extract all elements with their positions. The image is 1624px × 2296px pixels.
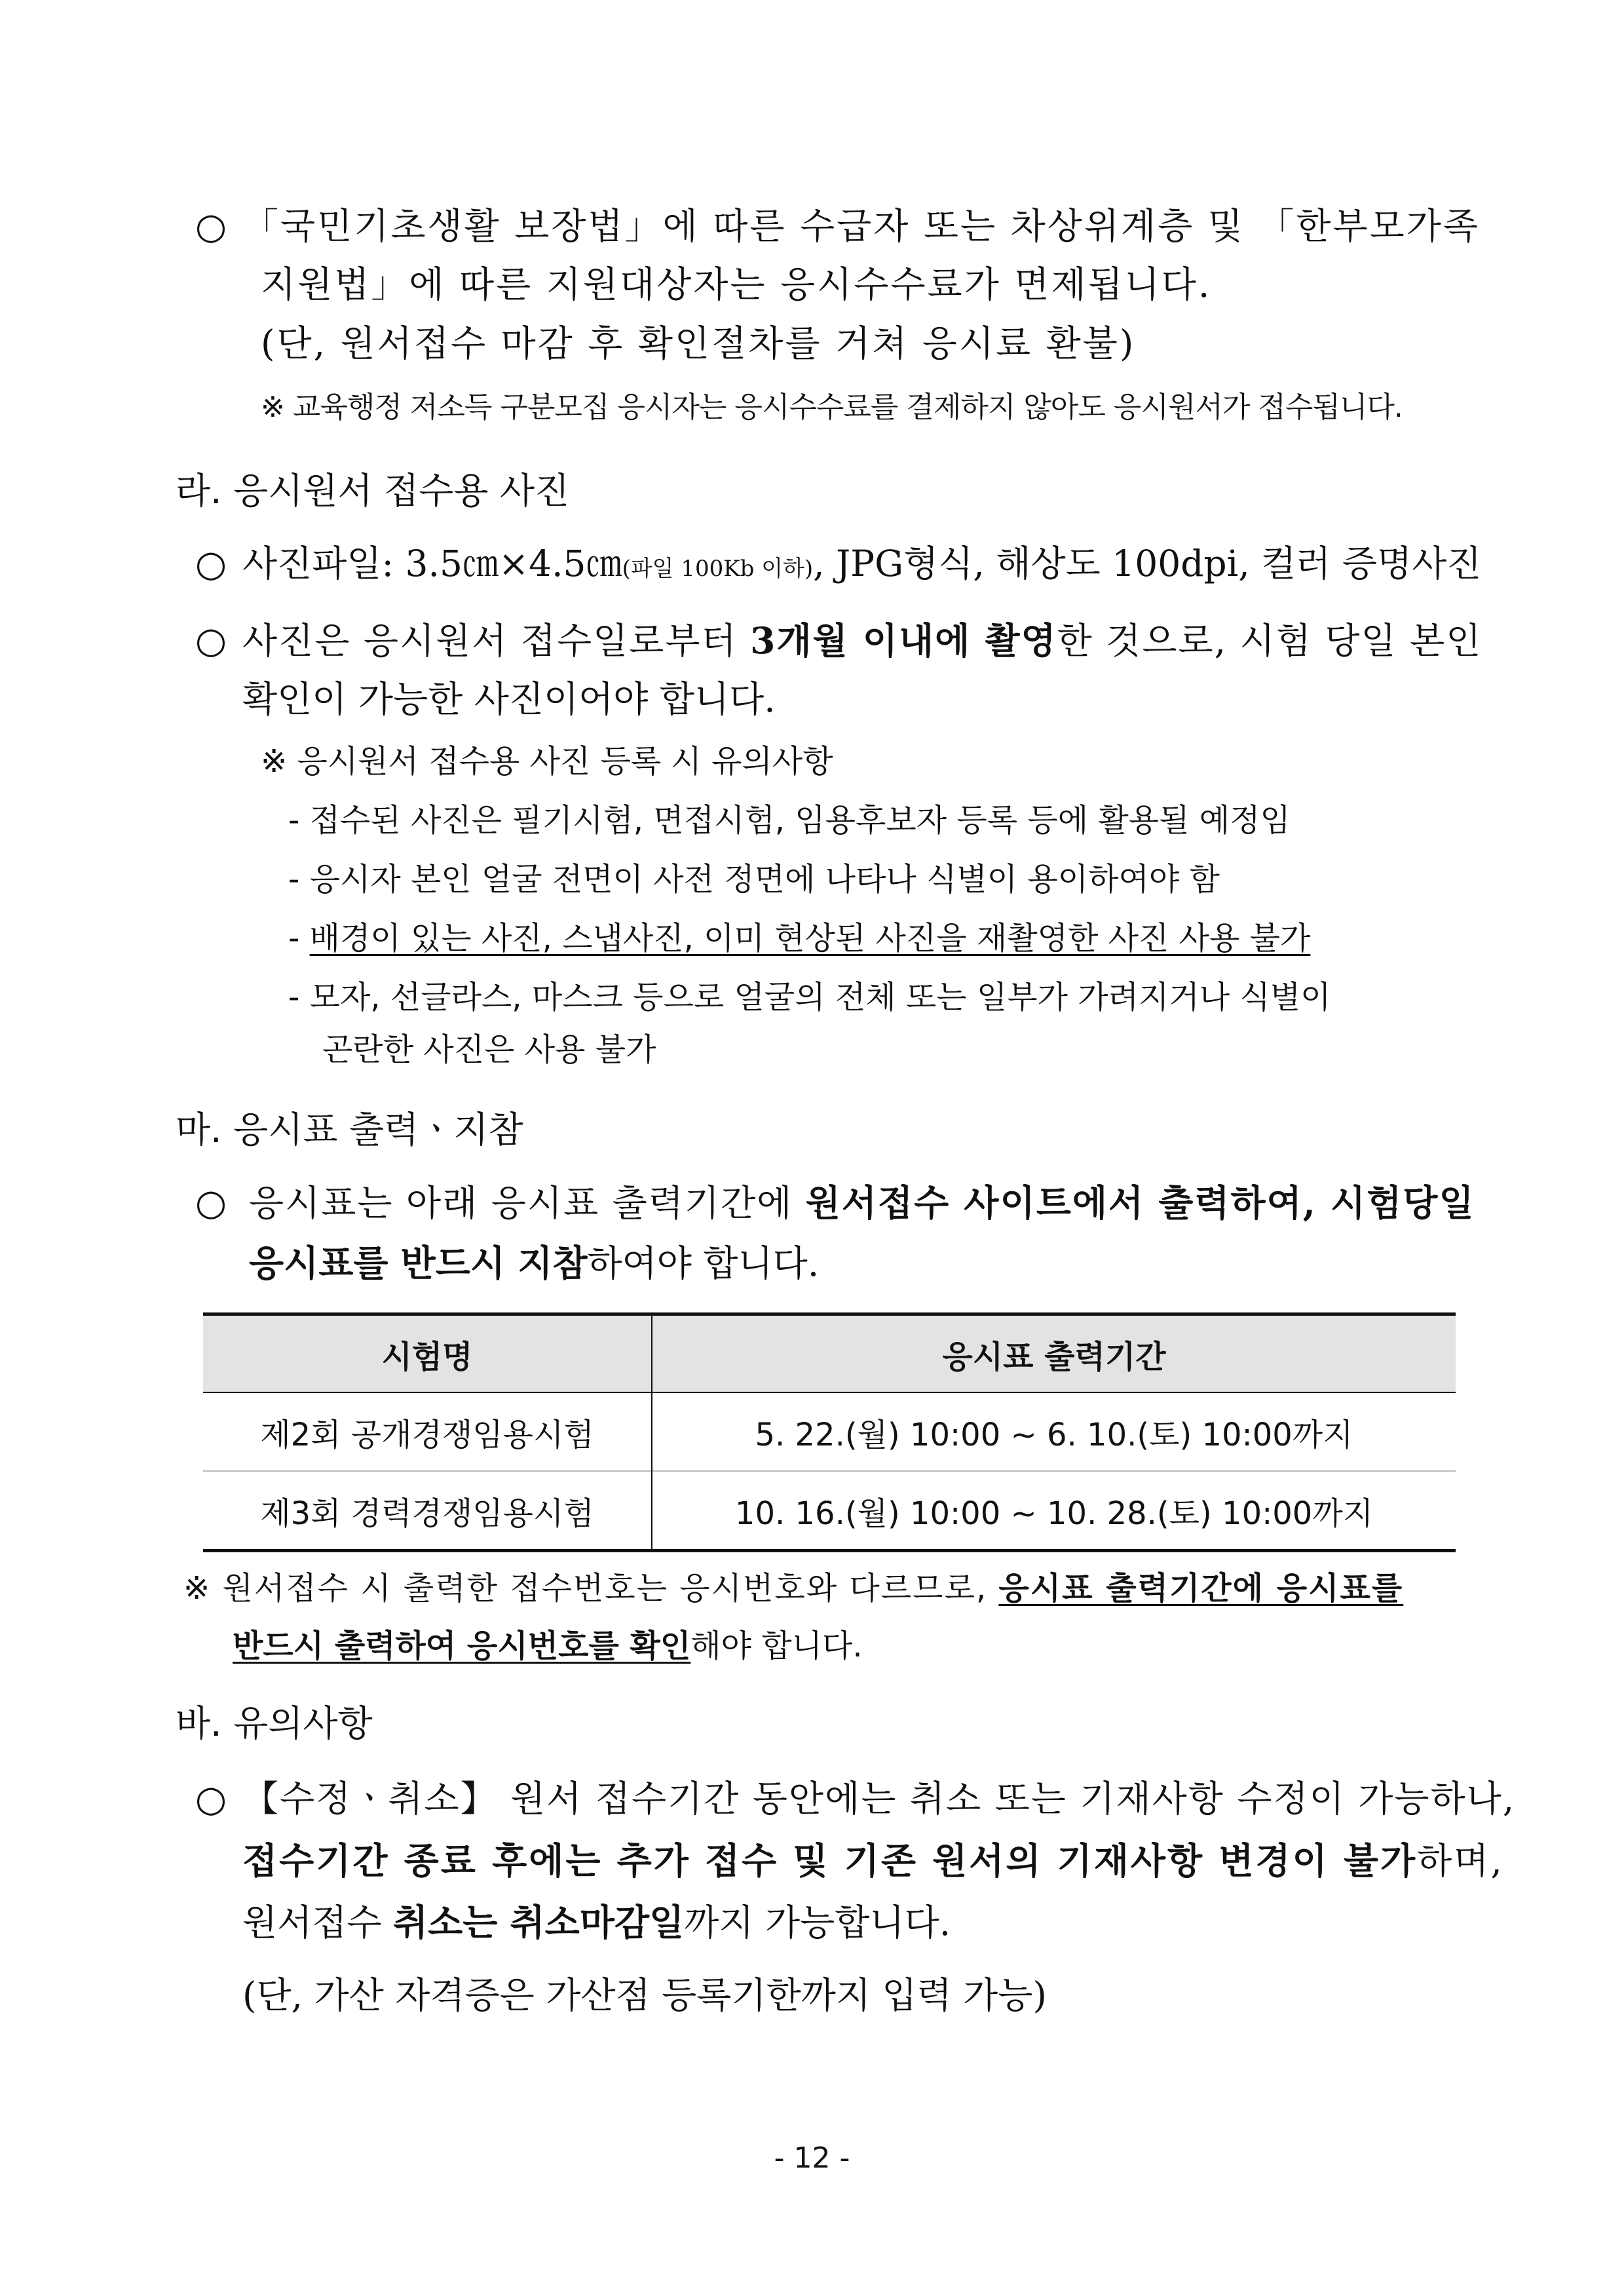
bullet: ○ (195, 619, 227, 661)
ticket-line-1: 응시표는 아래 응시표 출력기간에 원서접수 사이트에서 출력하여, 시험당일 (249, 1181, 1475, 1224)
exam-name-cell: 제3회 경력경쟁임용시험 (203, 1471, 652, 1551)
header-print-period: 응시표 출력기간 (652, 1314, 1456, 1393)
section-title-photo: 라. 응시원서 접수용 사진 (176, 470, 570, 512)
photo-note-usage: - 접수된 사진은 필기시험, 면접시험, 임용후보자 등록 등에 활용될 예정임 (288, 802, 1291, 839)
photo-file-spec: 사진파일: 3.5㎝×4.5㎝(파일 100Kb 이하), JPG형식, 해상도 100dpi, 컬러 증명사진 (242, 543, 1482, 584)
fee-exempt-line-1: 「국민기초생활 보장법」에 따른 수급자 또는 차상위계층 및 「한부모가족 (242, 205, 1481, 247)
fee-exempt-refund: (단, 원서접수 마감 후 확인절차를 거쳐 응시료 환불) (261, 322, 1136, 364)
bullet: ○ (195, 543, 227, 584)
exam-name-cell: 제2회 공개경쟁임용시험 (203, 1392, 652, 1471)
bullet: ○ (195, 1778, 227, 1820)
photo-note-face: - 응시자 본인 얼굴 전면이 사전 정면에 나타나 식별이 용이하여야 함 (288, 861, 1220, 898)
ticket-number-note-line-1: ※ 원서접수 시 출력한 접수번호는 응시번호와 다르므로, 응시표 출력기간에 응시표를 (183, 1570, 1404, 1607)
photo-period-line-2: 확인이 가능한 사진이어야 합니다. (242, 678, 776, 720)
caution-line-2: 접수기간 종료 후에는 추가 접수 및 기존 원서의 기재사항 변경이 불가하며, (242, 1839, 1504, 1882)
table-row (203, 1392, 1456, 1471)
table-header-row (203, 1314, 1456, 1393)
table-row (203, 1471, 1456, 1551)
bullet: ○ (195, 205, 227, 247)
page-number: - 12 - (774, 2141, 850, 2175)
section-title-ticket: 마. 응시표 출력ㆍ지참 (176, 1109, 523, 1151)
ticket-period-table (203, 1312, 1456, 1552)
print-period-cell: 5. 22.(월) 10:00 ~ 6. 10.(토) 10:00까지 (652, 1392, 1456, 1471)
print-period-cell: 10. 16.(월) 10:00 ~ 10. 28.(토) 10:00까지 (652, 1471, 1456, 1551)
caution-line-1: 【수정ㆍ취소】 원서 접수기간 동안에는 취소 또는 기재사항 수정이 가능하나, (242, 1778, 1516, 1820)
low-income-note: ※ 교육행정 저소득 구분모집 응시자는 응시수수료를 결제하지 않아도 응시원서가 접수됩니다. (261, 391, 1403, 424)
section-title-caution: 바. 유의사항 (176, 1702, 373, 1744)
fee-exempt-line-2: 지원법」에 따른 지원대상자는 응시수수료가 면제됩니다. (261, 263, 1212, 305)
ticket-number-note-line-2: 반드시 출력하여 응시번호를 확인해야 합니다. (233, 1628, 863, 1664)
photo-note-cover-line-2: 곤란한 사진은 사용 불가 (322, 1031, 656, 1068)
bullet: ○ (195, 1181, 227, 1223)
photo-note-title: ※ 응시원서 접수용 사진 등록 시 유의사항 (261, 743, 833, 780)
photo-note-cover-line-1: - 모자, 선글라스, 마스크 등으로 얼굴의 전체 또는 일부가 가려지거나 식별이 (288, 979, 1331, 1016)
ticket-line-2: 응시표를 반드시 지참하여야 합니다. (249, 1242, 820, 1284)
caution-line-4: (단, 가산 자격증은 가산점 등록기한까지 입력 가능) (242, 1974, 1047, 2016)
photo-note-background: - 배경이 있는 사진, 스냅사진, 이미 현상된 사진을 재촬영한 사진 사용 불가 (288, 920, 1311, 957)
caution-line-3: 원서접수 취소는 취소마감일까지 가능합니다. (242, 1901, 951, 1943)
header-exam-name: 시험명 (203, 1314, 652, 1393)
photo-period-line-1: 사진은 응시원서 접수일로부터 3개월 이내에 촬영한 것으로, 시험 당일 본인 (242, 619, 1482, 662)
